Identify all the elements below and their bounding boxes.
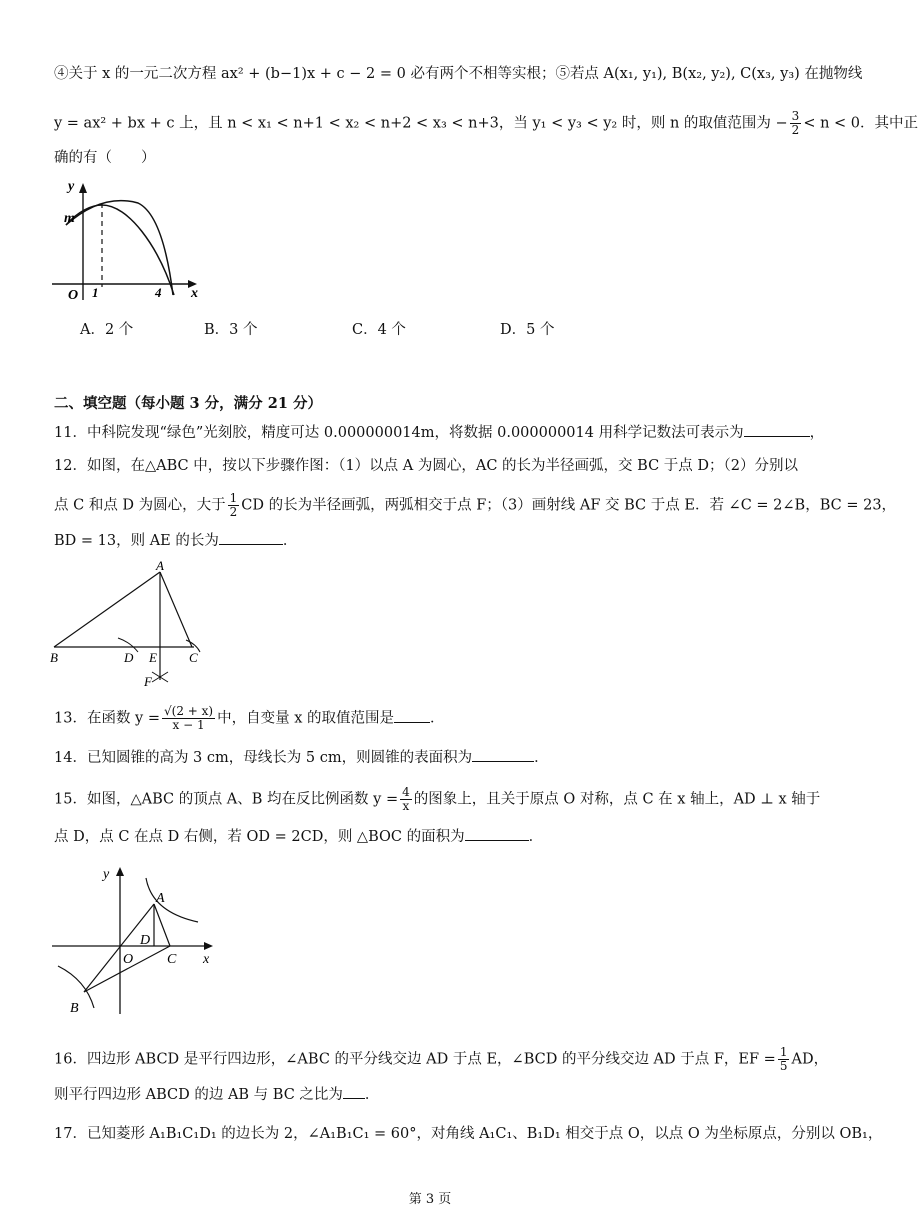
q13-answer-blank[interactable] <box>394 708 430 723</box>
q10-line2-tail: < n < 0．其中正 <box>803 115 918 132</box>
q10-fig-m-label: m <box>64 211 75 226</box>
q12-fig-label-c: C <box>189 650 198 665</box>
q11-text: 11．中科院发现“绿色”光刻胶，精度可达 0.000000014m，将数据 0.000000014 用科学记数法可表示为 <box>54 425 744 441</box>
q10-line1: ④关于 x 的一元二次方程 ax² + (b−1)x + c − 2 = 0 必有两个不相等实根；⑤若点 A(x₁, y₁), B(x₂, y₂), C(x₃, y₃) 在抛物线 <box>54 66 863 82</box>
q15-fraction: $\frac{4}{x}$ <box>402 785 410 813</box>
q12-answer-blank[interactable] <box>219 530 283 545</box>
q11: 11．中科院发现“绿色”光刻胶，精度可达 0.000000014m，将数据 0.000000014 用科学记数法可表示为 ， <box>54 422 824 443</box>
q15-fig-label-d: D <box>140 933 151 948</box>
q12-fig-label-b: B <box>50 650 58 665</box>
q10-fig-y-label: y <box>68 179 75 194</box>
q15-hyperbola-figure <box>48 862 228 1022</box>
q16-line1: 16．四边形 ABCD 是平行四边形，∠ABC 的平分线交边 AD 于点 E，∠BCD 的平分线交边 AD 于点 F，EF = $\frac{1}{5}$ AD， <box>54 1045 829 1073</box>
q10-fig-x-label: x <box>191 286 198 301</box>
q10-option-a[interactable]: A．2 个 <box>80 322 134 338</box>
q12-line2: 点 C 和点 D 为圆心，大于 $\frac{1}{2}$ CD 的长为半径画弧，两弧相交于点 F；（3）画射线 AF 交 BC 于点 E．若 ∠C = 2∠B，BC = 23， <box>54 491 897 519</box>
q17: 17．已知菱形 A₁B₁C₁D₁ 的边长为 2，∠A₁B₁C₁ = 60°，对角线 A₁C₁、B₁D₁ 相交于点 O，以点 O 为坐标原点，分别以 OB₁， <box>54 1126 883 1142</box>
q10-option-b[interactable]: B．3 个 <box>204 322 258 338</box>
q10-option-c[interactable]: C．4 个 <box>352 322 406 338</box>
q12-fig-label-a: A <box>156 558 164 573</box>
q10-line2 <box>54 110 918 137</box>
q15-line1: 15．如图，△ABC 的顶点 A、B 均在反比例函数 y = $\frac{4}{x}$ 的图象上，且关于原点 O 对称，点 C 在 x 轴上，AD ⊥ x 轴于 <box>54 785 821 813</box>
q14: 14．已知圆锥的高为 3 cm，母线长为 5 cm，则圆锥的表面积为 ． <box>54 747 549 768</box>
q12-fig-label-e: E <box>149 650 157 665</box>
q15-fig-label-a: A <box>156 891 165 906</box>
q15-fig-label-c: C <box>167 952 177 967</box>
q10-fig-tick-1: 1 <box>92 285 99 300</box>
section-title: 二、填空题（每小题 3 分，满分 21 分） <box>54 395 322 412</box>
page-number: 第 3 页 <box>408 1192 452 1207</box>
q13-fraction: $\frac{√(2 + x)}{x - 1}$ <box>164 704 214 732</box>
q15-line2: 点 D，点 C 在点 D 右侧，若 OD = 2CD，则 △BOC 的面积为 ． <box>54 826 543 847</box>
q10-option-d[interactable]: D．5 个 <box>500 322 555 338</box>
q10-line3: 确的有（ ） <box>54 150 156 166</box>
q15-answer-blank[interactable] <box>465 826 529 841</box>
q10-line2-text: y = ax² + bx + c 上，且 n < x₁ < n+1 < x₂ < n+2 < x₃ < n+3，当 y₁ < y₃ < y₂ 时，则 n 的取值范围为 − <box>54 115 788 132</box>
q10-parabola-figure <box>48 175 208 305</box>
q16-line2: 则平行四边形 ABCD 的边 AB 与 BC 之比为 ． <box>54 1084 379 1105</box>
q15-fig-label-o: O <box>123 952 134 967</box>
q12-line3: BD = 13，则 AE 的长为 ． <box>54 530 297 551</box>
q11-answer-blank[interactable] <box>744 422 810 437</box>
q12-fig-label-f: F <box>144 674 152 689</box>
q10-fig-tick-4: 4 <box>155 285 162 300</box>
q12-fig-label-d: D <box>124 650 134 665</box>
q12-fraction: $\frac{1}{2}$ <box>229 491 238 519</box>
q10-fraction: $\frac{3}{2}$ <box>791 109 800 137</box>
q13: 13．在函数 y = $\frac{√(2 + x)}{x - 1}$ 中，自变量 x 的取值范围是 ． <box>54 704 445 732</box>
q10-fig-origin-label: O <box>68 288 79 303</box>
q15-fig-y-label: y <box>103 867 110 882</box>
q12-triangle-figure <box>48 560 218 690</box>
q16-fraction: $\frac{1}{5}$ <box>779 1045 788 1073</box>
q15-fig-x-label: x <box>203 952 210 967</box>
q12-line1: 12．如图，在△ABC 中，按以下步骤作图：（1）以点 A 为圆心，AC 的长为半径画弧，交 BC 于点 D；（2）分别以 <box>54 458 798 474</box>
q10-options <box>80 318 780 340</box>
q16-answer-blank[interactable] <box>343 1084 365 1099</box>
q14-answer-blank[interactable] <box>472 747 534 762</box>
q15-fig-label-b: B <box>70 1001 79 1016</box>
